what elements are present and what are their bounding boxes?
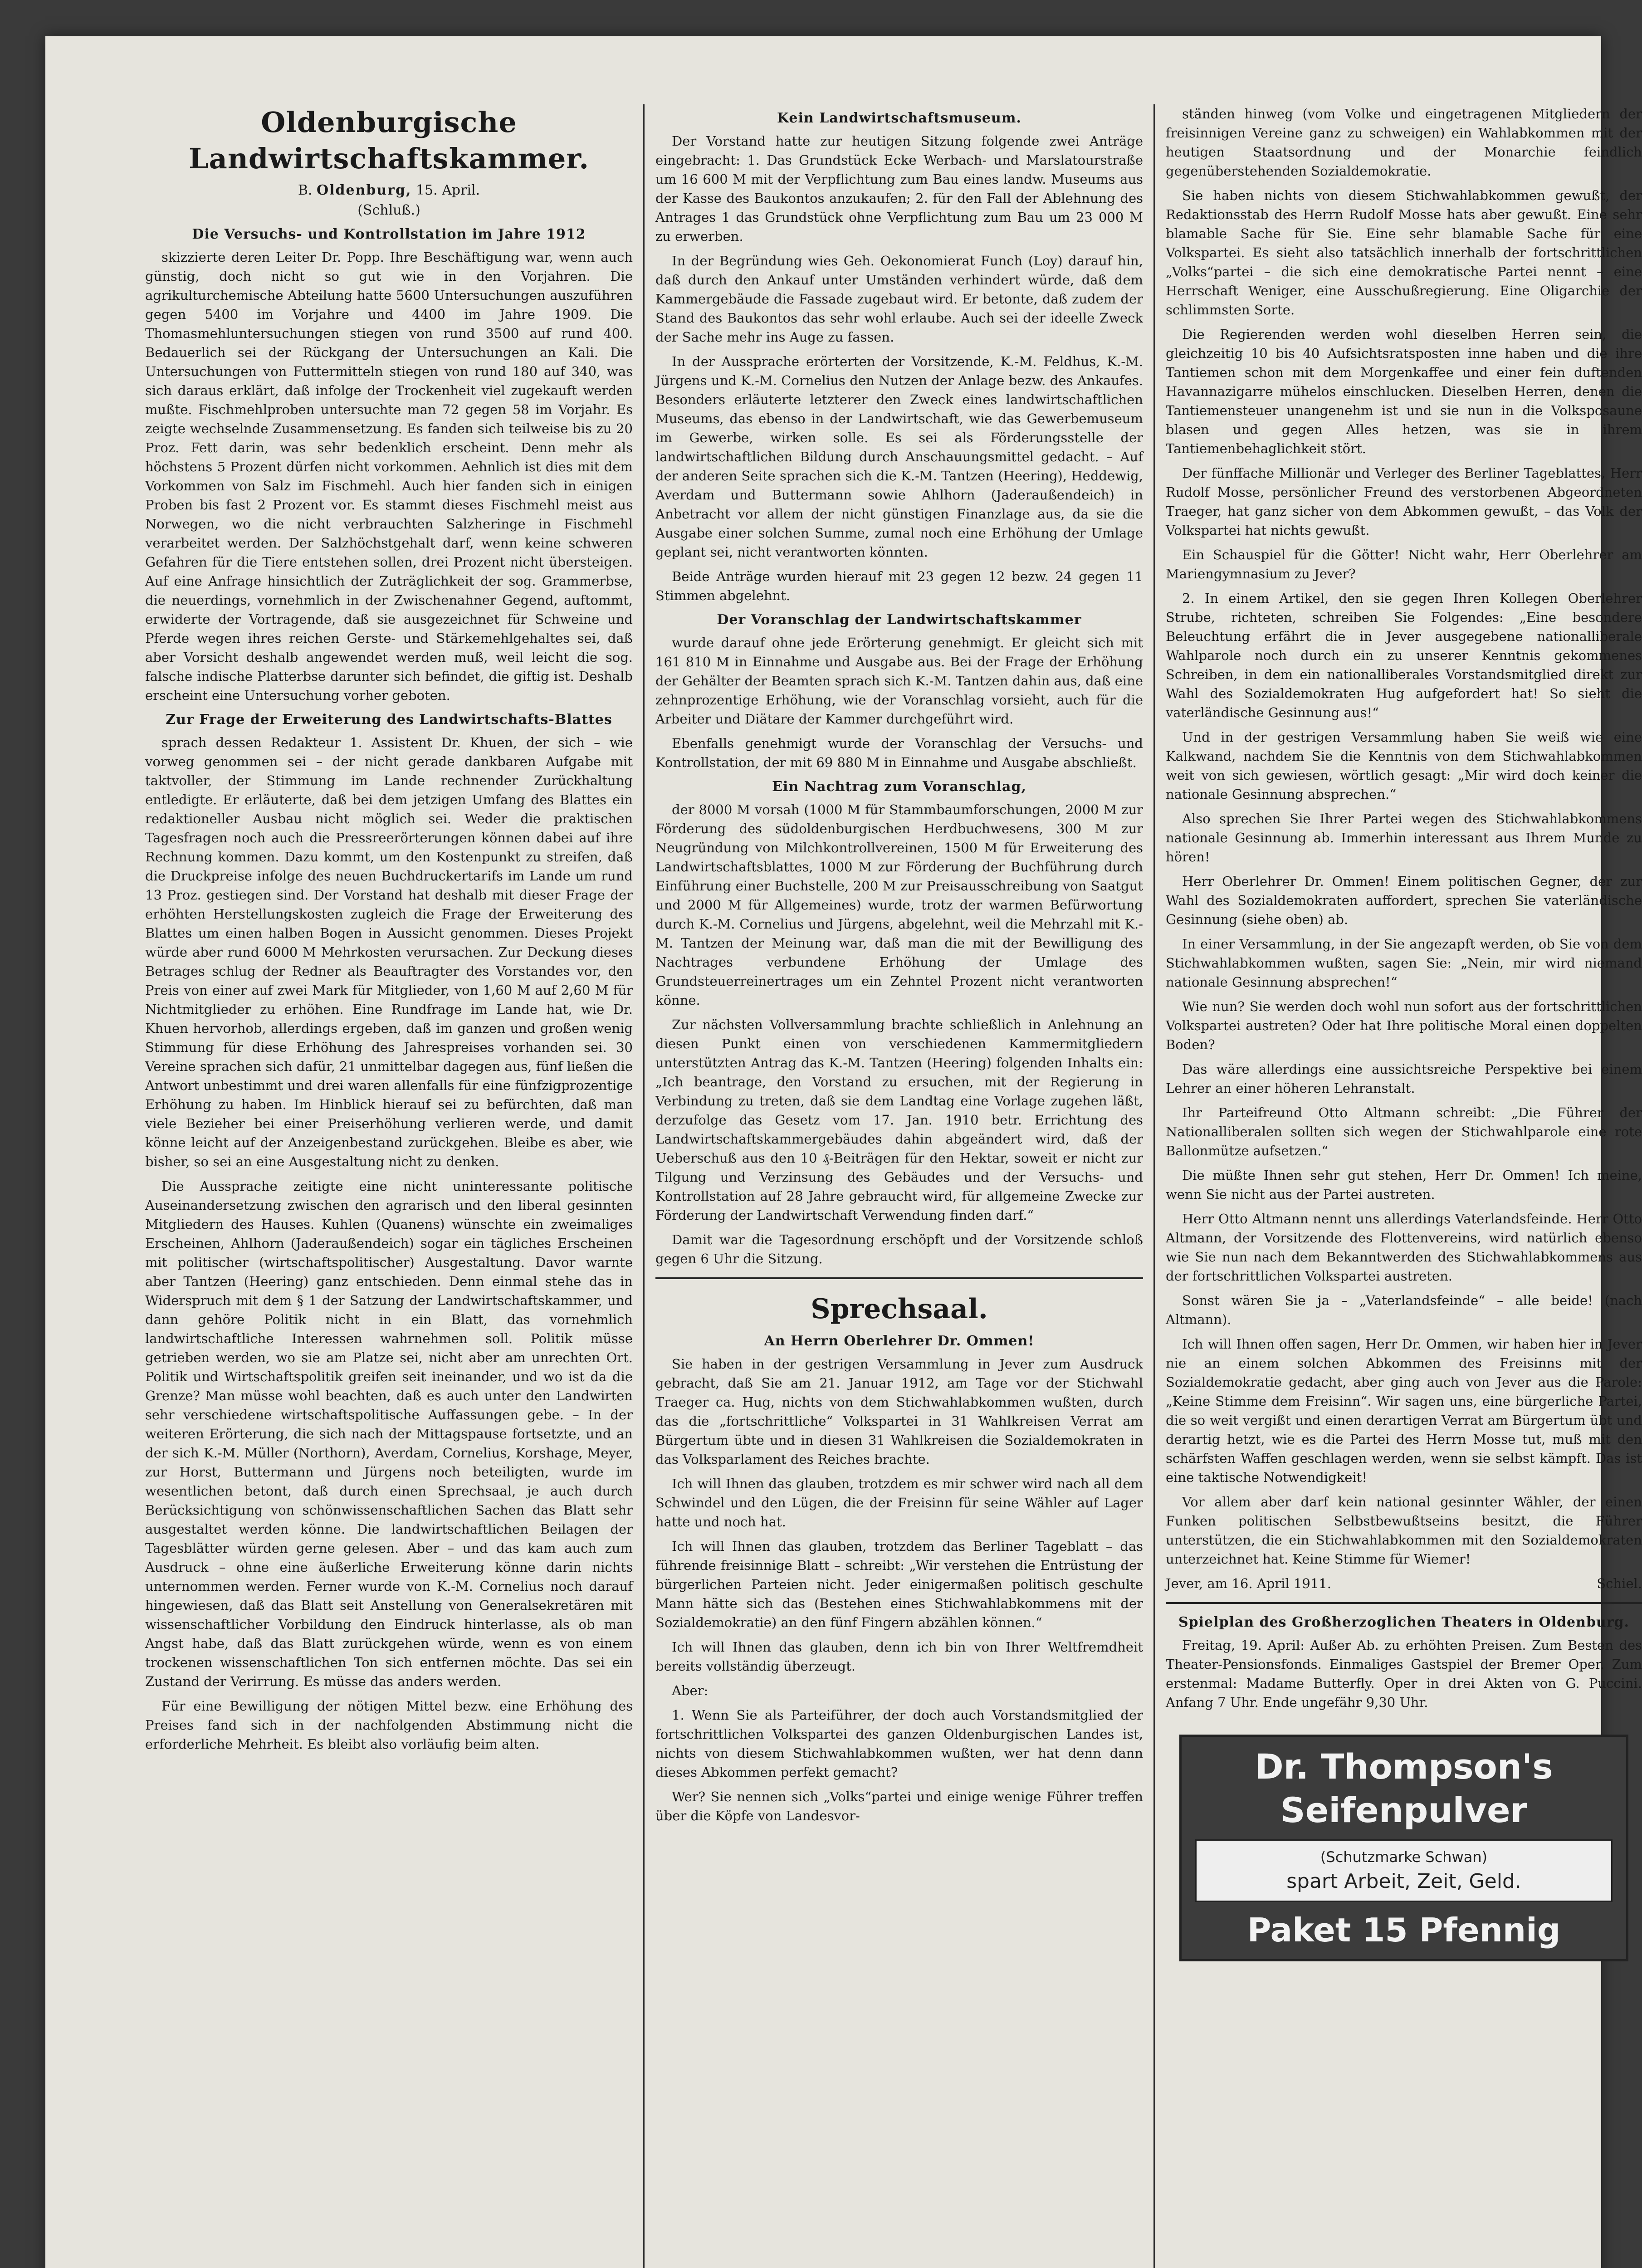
paragraph: Herr Otto Altmann nennt uns allerdings Vaterlandsfeinde. Herr Otto Altmann, der Vorsitzende des Flottenvereins, wird natürlich ebenso wie Sie nun nach dem Bekanntwerden des Stichwahlabkommens aus der fortschrittlichen Volkspartei austreten. <box>1166 1211 1642 1284</box>
ad-trademark: (Schutzmarke Schwan) <box>1320 1848 1488 1866</box>
paragraph: Das wäre allerdings eine aussichtsreiche Perspektive bei einem Lehrer an einer höheren Lehranstalt. <box>1166 1061 1642 1096</box>
paragraph: 1. Wenn Sie als Parteiführer, der doch auch Vorstandsmitglied der fortschrittlichen Volkspartei des ganzen Oldenburgischen Landes ist, nichts von diesem Stichwahlabkommen wußten, wer hat denn dann dieses Abkommen perfekt gemacht? <box>655 1707 1143 1780</box>
section-heading: Die Versuchs- und Kontrollstation im Jahre 1912 <box>192 226 586 242</box>
paragraph: Die Aussprache zeitigte eine nicht uninteressante politische Auseinandersetzung zwischen den agrarisch und den liberal gesinnten Mitgliedern des Hauses. Kuhlen (Quanens) wünschte ein zweimaliges Erscheinen, Ahlhorn (Jaderaußendeich) sogar ein tägliches Erscheinen mit politischer (wirtschaftspolitischer) Ausgestaltung. Davor warnte aber Tantzen (Heering) ganz entschieden. Denn einmal stehe das in Widerspruch mit dem § 1 der Satzung der Landwirtschaftskammer, und dann gehöre Politik nicht in ein Blatt, das vornehmlich landwirtschaftliche Interessen wahrnehmen soll. Politik müsse getrieben werden, wo sie am Platze sei, nicht aber am unrechten Ort. Politik und Wirtschaftspolitik greifen seit ineinander, und wo ist da die Grenze? Man müsse wohl beachten, daß es auch unter den Landwirten sehr verschiedene wirtschaftspolitische Auffassungen gebe. – In der weiteren Erörterung, die sich nach der Mittagspause fortsetzte, und an der sich K.-M. Müller (Northorn), Averdam, Cornelius, Korshage, Meyer, zur Horst, Buttermann und Jürgens noch beteiligten, wurde im wesentlichen betont, daß durch einen Sprechsaal, je auch durch Berücksichtigung von schönwissenschaftlichen Sachen das Blatt sehr ausgestaltet werden könne. Die landwirtschaftlichen Beilagen der Tagesblätter würden gerne gelesen. Aber – und das kam auch zum Ausdruck – ohne eine äußerliche Erweiterung könne darin nichts unternommen werden. Ferner wurde von K.-M. Cornelius noch darauf hingewiesen, daß das Blatt seit Anstellung von Generalsekretären mit wissenschaftlicher Vorbildung den Eindruck hinterlasse, als ob man Angst habe, daß das Blatt zurückgehen würde, wenn es von einem trockenen wissenschaftlichen Ton sich entfernen möchte. Das sei ein Zustand der Verirrung. Es müsse das anders werden. <box>145 1178 633 1689</box>
paragraph: sprach dessen Redakteur 1. Assistent Dr. Khuen, der sich – wie vorweg genommen sei – der nicht gerade dankbaren Aufgabe mit taktvoller, der Stimmung im Lande rechnender Zurückhaltung entledigte. Er erläuterte, daß bei dem jetzigen Umfang des Blattes ein redaktioneller Ausbau nicht möglich sei. Weder die praktischen Tagesfragen noch auch die Pressreerörterungen können dabei auf ihre Rechnung kommen. Dazu kommt, um den Kostenpunkt zu streifen, daß die Druckpreise infolge des neuen Buchdruckertarifs im Lande um rund 13 Proz. gestiegen sind. Der Vorstand hat deshalb mit dieser Frage der erhöhten Herstellungskosten zugleich die Frage der Erweiterung des Blattes um einen halben Bogen in Aussicht genommen. Dieses Projekt würde aber rund 6000 M Mehrkosten verursachen. Zur Deckung dieses Betrages schlug der Redner als Beauftragter des Vorstandes vor, den Preis von einer auf zwei Mark für Mitglieder, von 1,60 M auf 2,60 M für Nichtmitglieder zu erhöhen. Eine Rundfrage im Lande hat, wie Dr. Khuen hervorhob, allerdings ergeben, daß im ganzen und großen wenig Stimmung für diese Erhöhung des Jahrespreises vorhanden sei. 30 Vereine sprachen sich dafür, 21 unmittelbar dagegen aus, fünf ließen die Antwort unbestimmt und drei waren allenfalls für eine fünfzigprozentige Erhöhung zu haben. Im Hinblick hierauf sei zu befürchten, daß man viele Bezieher bei einer Preiserhöhung verlieren werde, und damit könne leicht auf der Anzeigenbestand zurückgehen. Bleibe es aber, wie bisher, so sei an eine Ausgestaltung nicht zu denken. <box>145 735 633 1169</box>
section-heading: Zur Frage der Erweiterung des Landwirtschafts-Blattes <box>166 712 612 728</box>
paragraph: Ich will Ihnen das glauben, trotzdem es mir schwer wird nach all dem Schwindel und den Lügen, die der Freisinn für seine Wähler auf Lager hatte und noch hat. <box>655 1476 1143 1530</box>
column-rule <box>1153 104 1155 2268</box>
paragraph: Ihr Parteifreund Otto Altmann schreibt: „Die Führer der Nationalliberalen sollten sich wegen der Stichwahlparole eine rote Ballonmütze aufsetzen.“ <box>1166 1105 1642 1158</box>
paragraph: Zur nächsten Vollversammlung brachte schließlich in Anlehnung an diesen Punkt einen von verschiedenen Kammermitgliedern unterstützten Antrag das K.-M. Tantzen (Heering) folgenden Inhalts ein: „Ich beantrage, den Vorstand zu ersuchen, mit der Regierung in Verbindung zu treten, daß sie dem Landtag eine Vorlage zugehen läßt, derzufolge das Gesetz vom 17. Jan. 1910 betr. Errichtung des Landwirtschaftskammergebäudes dahin abgeändert wird, daß der Ueberschuß aus den 10 ₰-Beiträgen für den Hektar, soweit er nicht zur Tilgung und Verzinsung des Gebäudes und der Versuchs- und Kontrollstation auf 28 Jahre gebraucht wird, für allgemeine Zwecke zur Förderung der Landwirtschaft Verwendung finden darf.“ <box>655 1017 1143 1223</box>
paragraph: Sie haben in der gestrigen Versammlung in Jever zum Ausdruck gebracht, daß Sie am 21. Januar 1912, am Tage vor der Stichwahl Traeger ca. Hug, nichts von dem Stichwahlabkommen wußten, durch das die „fortschrittliche“ Volkspartei in 31 Wahlkreisen Verrat am Bürgertum übte und in diesen 31 Wahlkreisen die Sozialdemokraten in das Volksparlament des Reiches brachte. <box>655 1356 1143 1467</box>
masthead: Oldenburgische Landwirtschaftskammer. <box>189 106 589 175</box>
paragraph: Ebenfalls genehmigt wurde der Voranschlag der Versuchs- und Kontrollstation, der mit 69 880 M in Einnahme und Ausgabe abschließt. <box>655 736 1143 770</box>
paragraph: Ich will Ihnen das glauben, trotzdem das Berliner Tageblatt – das führende freisinnige Blatt – schreibt: „Wir verstehen die Entrüstung der bürgerlichen Parteien nicht. Jeder einigermaßen politisch geschulte Mann hätte sich das (Bestehen eines Stichwahlabkommens mit der Sozialdemokratie) an den fünf Fingern abzählen können.“ <box>655 1539 1143 1630</box>
paragraph: Die müßte Ihnen sehr gut stehen, Herr Dr. Ommen! Ich meine, wenn Sie nicht aus der Partei austreten. <box>1166 1168 1642 1202</box>
section-heading: Kein Landwirtschaftsmuseum. <box>777 110 1021 126</box>
column-3 <box>1166 104 1642 2268</box>
advertisement <box>1179 1735 1628 1961</box>
paragraph: Ich will Ihnen offen sagen, Herr Dr. Ommen, wir haben hier in Jever nie an einem solchen Abkommen des Freisinns mit der Sozialdemokratie gedacht, aber ging auch von Jever aus die Parole: „Keine Stimme dem Freisinn“. Wir sagen uns, eine bürgerliche Partei, die so weit vergißt und einen derartigen Verrat am Bürgertum übt und derartig hetzt, wie es die Partei des Herrn Mosse tut, muß mit den schärfsten Waffen geschlagen werden, wenn sie selbst kämpft. Das ist eine taktische Notwendigkeit! <box>1166 1336 1642 1485</box>
divider <box>1166 1602 1642 1604</box>
signature-line: Jever, am 16. April 1911. Schiel. <box>1166 1576 1642 1591</box>
paragraph: Der fünffache Millionär und Verleger des Berliner Tageblattes, Herr Rudolf Mosse, persönlicher Freund des verstorbenen Abgeordneten Traeger, hat ganz sicher von dem Abkommen gewußt, – das Volk der Volkspartei hat nichts gewußt. <box>1166 465 1642 538</box>
section-heading: Ein Nachtrag zum Voranschlag, <box>772 779 1026 795</box>
paragraph: skizzierte deren Leiter Dr. Popp. Ihre Beschäftigung war, wenn auch günstig, doch nicht so gut wie in den Vorjahren. Die agrikulturchemische Abteilung hatte 5600 Untersuchungen auszuführen gegen 5400 im Vorjahre und 4400 im Jahre 1909. Die Thomasmehluntersuchungen stiegen von rund 3500 auf rund 400. Bedauerlich sei der Rückgang der Untersuchungen an Kali. Die Untersuchungen von Futtermitteln stiegen von rund 180 auf 340, was sich daraus erklärt, daß infolge der Trockenheit viel zugekauft werden mußte. Fischmehlproben untersuchte man 72 gegen 58 im Vorjahr. Es zeigte wechselnde Zusammensetzung. Es fanden sich teilweise bis zu 20 Proz. Fett darin, was sehr bedenklich erscheint. Denn mehr als höchstens 5 Prozent dürfen nicht vorkommen. Aehnlich ist dies mit dem Vorkommen von Salz im Fischmehl. Auch hier fanden sich in einigen Proben bis fast 2 Prozent vor. Es stammt dieses Fischmehl meist aus Norwegen, wo die nicht verbrauchten Salzheringe in Fischmehl verarbeitet werden. Der Salzhöchstgehalt darf, wenn keine schweren Gefahren für die Tiere entstehen sollen, drei Prozent nicht übersteigen. Auf eine Anfrage hinsichtlich der Zuträglichkeit der sog. Grammerbse, die neuerdings, vornehmlich in der Zwischenahner Gegend, auftommt, erwiderte der Vortragende, daß sie ausgezeichnet für Schweine und Pferde wegen ihres reichen Gerste- und Stärkemehlgehaltes sei, daß aber Vorsicht deshalb angewendet werden muß, weil leicht die sog. falsche indische Platterbse darunter sich befindet, die giftig ist. Deshalb erscheint eine Untersuchung vorher geboten. <box>145 249 633 703</box>
paragraph: Für eine Bewilligung der nötigen Mittel bezw. eine Erhöhung des Preises fand sich in der nachfolgenden Abstimmung nicht die erforderliche Mehrheit. Es bleibt also vorläufig beim alten. <box>145 1698 633 1752</box>
paragraph: Vor allem aber darf kein national gesinnter Wähler, der einen Funken politischen Selbstbewußtseins besitzt, die Führer unterstützen, die ein Stichwahlabkommen mit den Sozialdemokraten unterzeichnet hat. Keine Stimme für Wiemer! <box>1166 1494 1642 1567</box>
paragraph: In der Begründung wies Geh. Oekonomierat Funch (Loy) darauf hin, daß durch den Ankauf unter Umständen verhindert würde, daß dem Kammergebäude die Fassade zugebaut wird. Er betonte, daß zudem der Stand des Baukontos das sehr wohl erlaube. Auch sei der ideelle Zweck der Sache mehr ins Auge zu fassen. <box>655 253 1143 345</box>
ad-product: Seifenpulver <box>1280 1790 1528 1830</box>
paragraph: Sie haben nichts von diesem Stichwahlabkommen gewußt, der Redaktionsstab des Herrn Rudolf Mosse hats aber gewußt. Eine sehr blamable Sache für Sie. Eine sehr blamable Sache für eine Volkspartei. Es sieht also tatsächlich innerhalb der fortschrittlichen „Volks“partei – die sich eine demokratische Partei nennt – eine Herrschaft Weniger, eine Ausschußregierung. Eine Oligarchie der schlimmsten Sorte. <box>1166 188 1642 318</box>
paragraph: Ein Schauspiel für die Götter! Nicht wahr, Herr Oberlehrer am Mariengymnasium zu Jever? <box>1166 547 1642 582</box>
ad-price: Paket 15 Pfennig <box>1247 1911 1561 1949</box>
section-title: Sprechsaal. <box>811 1293 988 1325</box>
paragraph: Und in der gestrigen Versammlung haben Sie weiß wie eine Kalkwand, nachdem Sie die Kenntnis von dem Stichwahlabkommen weit von sich gewiesen, wörtlich gesagt: „Mir wird doch keiner die nationale Gesinnung absprechen.“ <box>1166 729 1642 802</box>
paragraph: In der Aussprache erörterten der Vorsitzende, K.-M. Feldhus, K.-M. Jürgens und K.-M. Cornelius den Nutzen der Anlage bezw. des Ankaufes. Besonders erläuterte letzterer den Zweck eines landwirtschaftlichen Museums, das ebenso in der Landwirtschaft, wie das Gewerbemuseum im Gewerbe, wirken solle. Es sei als Förderungsstelle der landwirtschaftlichen Bildung durch Anschauungsmittel gedacht. – Auf der anderen Seite sprachen sich die K.-M. Tantzen (Heering), Heddewig, Averdam und Buttermann sowie Ahlhorn (Jaderaußendeich) in Anbetracht vor allem der nicht günstigen Finanzlage aus, da sie die Ausgabe einer solchen Summe, zumal noch eine Erhöhung der Umlage geplant sei, nicht verantworten könnten. <box>655 354 1143 560</box>
section-heading: Der Voranschlag der Landwirtschaftskammer <box>717 612 1082 628</box>
section-heading: An Herrn Oberlehrer Dr. Ommen! <box>764 1333 1035 1349</box>
column-1 <box>145 104 633 2268</box>
divider <box>655 1277 1143 1279</box>
paragraph: Der Vorstand hatte zur heutigen Sitzung folgende zwei Anträge eingebracht: 1. Das Grundstück Ecke Werbach- und Marslatourstraße um 16 600 M mit der Verpflichtung zum Bau eines landw. Museums aus der Kasse des Baukontos anzukaufen; 2. für den Fall der Ablehnung des Antrages 1 das Grundstück ohne Verpflichtung zum Bau um 23 000 M zu erwerben. <box>655 133 1143 244</box>
paragraph: Herr Oberlehrer Dr. Ommen! Einem politischen Gegner, der zur Wahl des Sozialdemokraten auffordert, sprechen Sie vaterländische Gesinnung (siehe oben) ab. <box>1166 874 1642 927</box>
dateline: B. Oldenburg, 15. April. <box>298 182 480 198</box>
paragraph: Sonst wären Sie ja – „Vaterlandsfeinde“ – alle beide! (nach Altmann). <box>1166 1293 1642 1327</box>
paragraph: wurde darauf ohne jede Erörterung genehmigt. Er gleicht sich mit 161 810 M in Einnahme und Ausgabe aus. Bei der Frage der Erhöhung der Gehälter der Beamten sprach sich K.-M. Tantzen dahin aus, daß eine zehnprozentige Erhöhung, wie der Voranschlag vorsieht, auch für die Arbeiter und Diätare der Kammer durchgeführt wird. <box>655 635 1143 727</box>
paragraph: der 8000 M vorsah (1000 M für Stammbaumforschungen, 2000 M zur Förderung des südoldenburgischen Herdbuchwesens, 300 M zur Neugründung von Milchkontrollvereinen, 1500 M für Erweiterung des Landwirtschaftsblattes, 1000 M zur Förderung der Buchführung durch Einführung einer Buchstelle, 200 M zur Preisausschreibung von Saatgut und 2000 M für Allgemeines) wurde, trotz der warmen Befürwortung durch K.-M. Cornelius und Jürgens, abgelehnt, weil die Mehrzahl mit K.-M. Tantzen der Meinung war, daß man die mit der Bewilligung des Nachtrages verbundene Erhöhung der Umlage des Grundsteuerreinertrages um ein Zehntel Prozent nicht verantworten könne. <box>655 802 1143 1008</box>
ad-inner-box <box>1195 1839 1613 1902</box>
paragraph: Freitag, 19. April: Außer Ab. zu erhöhten Preisen. Zum Besten des Theater-Pensionsfonds. Einmaliges Gastspiel der Bremer Oper. Zum erstenmal: Madame Butterfly. Oper in drei Akten von G. Puccini. Anfang 7 Uhr. Ende ungefähr 9,30 Uhr. <box>1166 1637 1642 1710</box>
column-2 <box>655 104 1143 2268</box>
continuation-note: (Schluß.) <box>357 202 420 218</box>
paragraph: Ich will Ihnen das glauben, denn ich bin von Ihrer Weltfremdheit bereits vollständig überzeugt. <box>655 1639 1143 1674</box>
paragraph: Wer? Sie nennen sich „Volks“partei und einige wenige Führer treffen über die Köpfe von Landesvor- <box>655 1789 1143 1823</box>
paragraph: Aber: <box>672 1683 709 1698</box>
paragraph: 2. In einem Artikel, den sie gegen Ihren Kollegen Oberlehrer Strube, richteten, schreiben Sie Folgendes: „Eine besondere Beleuchtung erfährt die in Jever ausgegebene nationalliberale Wahlparole noch durch ein zu unserer Kenntnis gekommenes Schreiben, in dem ein nationalliberales Vorstandsmitglied direkt zur Wahl des Sozialdemokraten Hug aufgefordert hat! So sieht die vaterländische Gesinnung aus!“ <box>1166 591 1642 720</box>
paragraph: Damit war die Tagesordnung erschöpft und der Vorsitzende schloß gegen 6 Uhr die Sitzung. <box>655 1232 1143 1266</box>
section-heading: Spielplan des Großherzoglichen Theaters in Oldenburg. <box>1178 1614 1629 1630</box>
newspaper-page <box>45 36 1642 2268</box>
ad-slogan: spart Arbeit, Zeit, Geld. <box>1286 1870 1521 1893</box>
paragraph: In einer Versammlung, in der Sie angezapft werden, ob Sie von dem Stichwahlabkommen wußten, sagen Sie: „Nein, mir wird niemand nationale Gesinnung absprechen!“ <box>1166 936 1642 990</box>
paragraph: Also sprechen Sie Ihrer Partei wegen des Stichwahlabkommens nationale Gesinnung ab. Immerhin interessant aus Ihrem Munde zu hören! <box>1166 811 1642 865</box>
column-rule <box>643 104 645 2268</box>
paragraph: Die Regierenden werden wohl dieselben Herren sein, die gleichzeitig 10 bis 40 Aufsichtsratsposten inne haben und die ihre Tantiemen schon mit dem Morgenkaffee und einer fein duftenden Havannazigarre mühelos einschlucken. Dieselben Herren, denen die Tantiemensteuer unangenehm ist und sie nun in die Volksposaune blasen und gegen Alles hetzen, was sie in ihrem Tantiemenbehaglichkeit stört. <box>1166 327 1642 456</box>
paragraph: ständen hinweg (vom Volke und eingetragenen Mitgliedern der freisinnigen Vereine ganz zu schweigen) ein Wahlabkommen mit der heutigen Staatsordnung und der Monarchie feindlich gegenüberstehenden Sozialdemokratie. <box>1166 106 1642 179</box>
ad-brand: Dr. Thompson's <box>1255 1746 1553 1787</box>
paragraph: Wie nun? Sie werden doch wohl nun sofort aus der fortschrittlichen Volkspartei austreten? Oder hat Ihre politische Moral einen doppelten Boden? <box>1166 999 1642 1052</box>
paragraph: Beide Anträge wurden hierauf mit 23 gegen 12 bezw. 24 gegen 11 Stimmen abgelehnt. <box>655 569 1143 603</box>
